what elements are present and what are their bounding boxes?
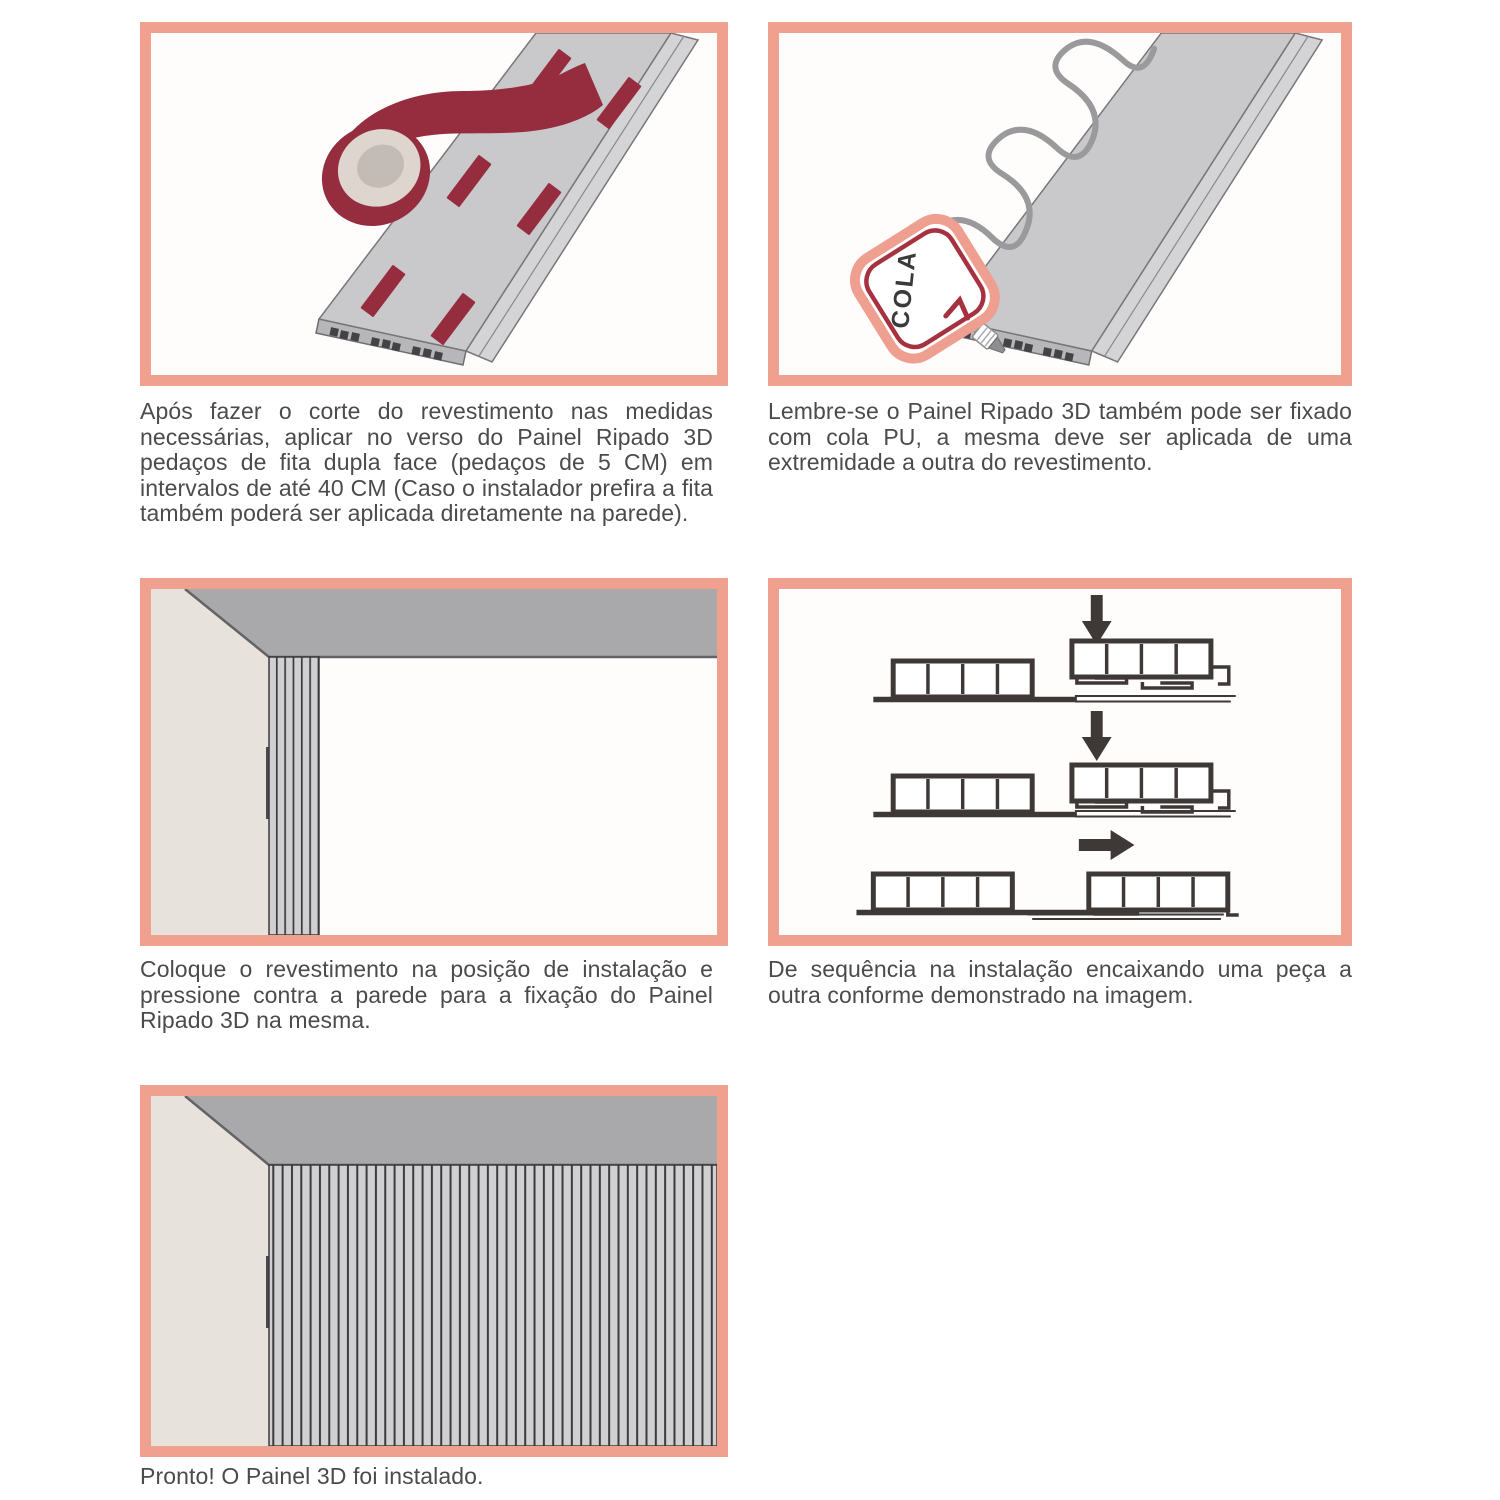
sequence-row-3 [856, 830, 1238, 919]
position-step-illustration [151, 589, 717, 935]
step-sequence [768, 578, 1352, 1008]
step-position [140, 578, 728, 1034]
step-glue-caption: Lembre-se o Painel Ripado 3D também pode ser fixado com cola PU, a mesma deve ser aplicada de uma extremidade a outra do revestimento. [768, 398, 1352, 476]
step-position-caption: Coloque o revestimento na posição de instalação e pressione contra a parede para a fixação do Painel Ripado 3D na mesma. [140, 956, 713, 1034]
step-sequence-caption: De sequência na instalação encaixando uma peça a outra conforme demonstrado na imagem. [768, 956, 1352, 1008]
sliding-piece [1089, 874, 1239, 915]
room-corner [151, 589, 717, 935]
right-arrow-icon [1079, 830, 1135, 860]
step-sequence-frame [768, 578, 1352, 946]
slatted-wall [269, 1165, 717, 1446]
panel-strip [269, 657, 319, 935]
finished-step-illustration [151, 1096, 717, 1446]
step-position-frame [140, 578, 728, 946]
sequence-row-1 [873, 595, 1235, 702]
sequence-step-illustration [779, 589, 1341, 935]
new-piece [1072, 765, 1229, 812]
step-finished [140, 1085, 728, 1490]
new-piece [1072, 641, 1229, 688]
step-finished-caption: Pronto! O Painel 3D foi instalado. [140, 1463, 484, 1489]
step-finished-frame [140, 1085, 728, 1457]
sequence-row-2 [873, 711, 1235, 817]
tape-step-illustration [151, 33, 717, 375]
glue-step-illustration [779, 33, 1341, 375]
step-tape-caption: Após fazer o corte do revestimento nas medidas necessárias, aplicar no verso do Painel Ripado 3D pedaços de fita dupla face (pedaços de 5 CM) em intervalos de até 40 CM (Caso o instalador prefira a fita também poderá ser aplicada diretamente na parede). [140, 398, 713, 527]
panel-plank [943, 33, 1322, 365]
step-glue-frame [768, 22, 1352, 386]
down-arrow-icon [1082, 711, 1112, 761]
step-glue [768, 22, 1352, 476]
down-arrow-icon [1082, 595, 1112, 645]
glue-tube-label: COLA [886, 248, 923, 330]
step-tape-frame [140, 22, 728, 386]
step-tape [140, 22, 728, 527]
